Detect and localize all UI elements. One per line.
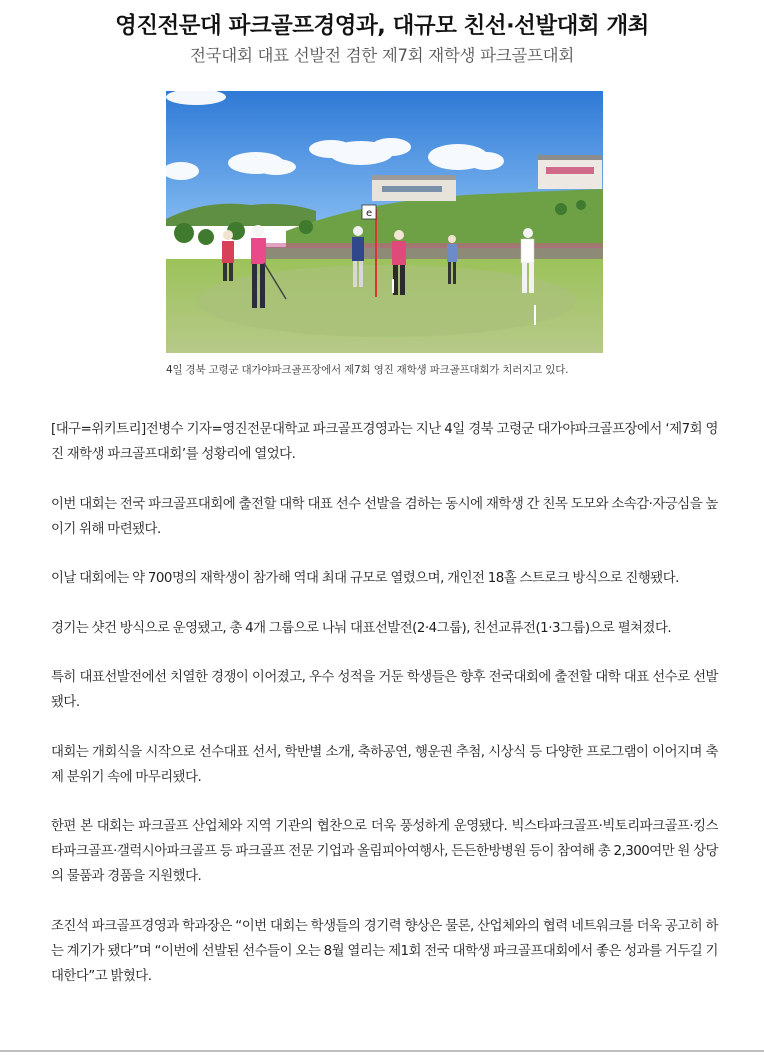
article-paragraph: 조진석 파크골프경영과 학과장은 “이번 대회는 학생들의 경기력 향상은 물론, 산업체와의 협력 네트워크를 더욱 공고히 하는 계기가 됐다”며 “이번에 선발된 선수들이 오는 8월 열리는 제1회 전국 대학생 파크골프대회에서 좋은 성과를 거두길 기대한다”고 밝혔다.: [51, 918, 718, 984]
article-paragraph: 특히 대표선발전에선 치열한 경쟁이 이어졌고, 우수 성적을 거둔 학생들은 향후 전국대회에 출전할 대학 대표 선수로 선발됐다.: [51, 670, 718, 710]
page-bottom-divider: [0, 1050, 764, 1052]
article-subheadline: 전국대회 대표 선발전 겸한 제7회 재학생 파크골프대회: [190, 46, 574, 65]
article-paragraph: 이날 대회에는 약 700명의 재학생이 참가해 역대 최대 규모로 열렸으며, 개인전 18홀 스트로크 방식으로 진행됐다.: [51, 571, 679, 586]
photo-stone-wall: [256, 247, 603, 261]
article-paragraph: 경기는 샷건 방식으로 운영됐고, 총 4개 그룹으로 나눠 대표선발전(2·4그룹), 친선교류전(1·3그룹)으로 펼쳐졌다.: [51, 620, 672, 636]
article-paragraph: 한편 본 대회는 파크골프 산업체와 지역 기관의 협찬으로 더욱 풍성하게 운영됐다. 빅스타파크골프·빅토리파크골프·킹스타파크골프·갤럭시아파크골프 등 파크골프 전문 기업과 올림피아여행사, 든든한방병원 등이 참여해 총 2,300여만 원 상당의 물품과 경품을 지원했다.: [51, 819, 718, 884]
photo-flag-label: e: [366, 208, 373, 219]
article-body: [51, 417, 718, 1013]
article-paragraph: 이번 대회는 전국 파크골프대회에 출전할 대학 대표 선수 선발을 겸하는 동시에 재학생 간 친목 도모와 소속감·자긍심을 높이기 위해 마련됐다.: [51, 496, 718, 537]
article-paragraph: 대회는 개회식을 시작으로 선수대표 선서, 학반별 소개, 축하공연, 행운권 추첨, 시상식 등 다양한 프로그램이 이어지며 축제 분위기 속에 마무리됐다.: [51, 744, 718, 785]
article-paragraph: [대구=위키트리]전병수 기자=영진전문대학교 파크골프경영과는 지난 4일 경북 고령군 대가야파크골프장에서 ‘제7회 영진 재학생 파크골프대회’를 성황리에 열었다.: [51, 422, 718, 462]
article-photo: [166, 91, 603, 353]
article-headline: 영진전문대 파크골프경영과, 대규모 친선·선발대회 개최: [115, 13, 649, 39]
photo-caption: 4일 경북 고령군 대가야파크골프장에서 제7회 영진 재학생 파크골프대회가 치러지고 있다.: [166, 364, 569, 376]
